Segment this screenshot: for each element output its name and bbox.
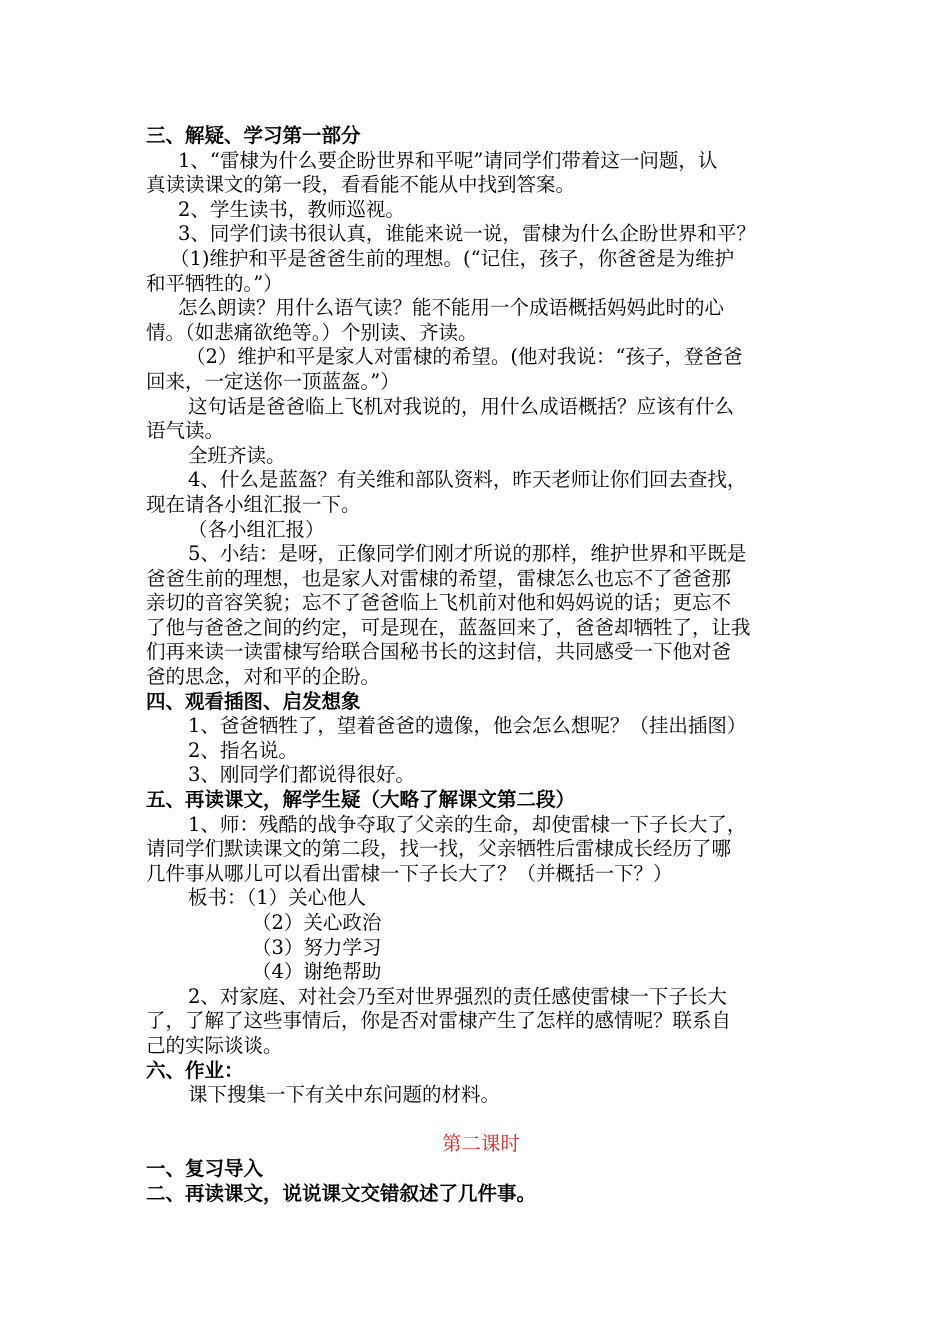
text-line: 语气读。 (146, 419, 225, 443)
text-line: 几件事从哪儿可以看出雷棣一下子长大了？（并概括一下？） (146, 861, 673, 885)
text-line: （各小组汇报） (188, 517, 325, 541)
text-line: 了，了解了这些事情后，你是否对雷棣产生了怎样的感情呢？联系自 (146, 1009, 732, 1033)
text-line: 亲切的音容笑貌；忘不了爸爸临上飞机前对他和妈妈说的话；更忘不 (146, 591, 732, 615)
text-line: 了他与爸爸之间的约定，可是现在，蓝盔回来了，爸爸却牺牲了，让我 (146, 615, 751, 639)
text-line: 全班齐读。 (188, 443, 286, 467)
text-line: 爸的思念，对和平的企盼。 (146, 665, 381, 689)
text-line: 和平牺牲的。”） (146, 271, 283, 295)
text-line: 板书：（1）关心他人 (188, 886, 367, 910)
section-heading: 五、再读课文，解学生疑（大略了解课文第二段） (146, 788, 576, 812)
text-line (146, 1108, 816, 1133)
text-line: （3）努力学习 (252, 935, 382, 959)
text-line: 1、爸爸牺牲了，望着爸爸的遗像，他会怎么想呢？（挂出插图） (188, 714, 747, 738)
text-line: 爸爸生前的理想，也是家人对雷棣的希望，雷棣怎么也忘不了爸爸那 (146, 566, 732, 590)
text-line: 现在请各小组汇报一下。 (146, 492, 361, 516)
text-line: 1、“雷棣为什么要企盼世界和平呢”请同学们带着这一问题，认 (178, 148, 718, 172)
text-line: 们再来读一读雷棣写给联合国秘书长的这封信，共同感受一下他对爸 (146, 640, 732, 664)
text-line: 2、指名说。 (188, 738, 298, 762)
text-line: 3、刚同学们都说得很好。 (188, 763, 415, 787)
lesson-title: 第二课时 (441, 1132, 520, 1156)
lesson-plan-text (146, 124, 816, 1206)
text-line: 3、同学们读书很认真，谁能来说一说，雷棣为什么企盼世界和平？ (178, 222, 756, 246)
section-heading: 二、再读课文，说说课文交错叙述了几件事。 (146, 1181, 537, 1205)
text-line: 课下搜集一下有关中东问题的材料。 (188, 1083, 501, 1107)
section-heading: 六、作业： (146, 1058, 244, 1082)
text-line: 请同学们默读课文的第二段，找一找，父亲牺牲后雷棣成长经历了哪 (146, 837, 732, 861)
text-line: （1)维护和平是爸爸生前的理想。(“记住，孩子，你爸爸是为维护 (170, 246, 735, 270)
section-heading: 三、解疑、学习第一部分 (146, 124, 361, 147)
text-line: 己的实际谈谈。 (146, 1033, 283, 1057)
section-heading: 一、复习导入 (146, 1156, 264, 1180)
text-line: 真读读课文的第一段，看看能不能从中找到答案。 (146, 173, 576, 197)
text-line: 4、什么是蓝盔？有关维和部队资料，昨天老师让你们回去查找， (188, 468, 747, 492)
text-line: 怎么朗读？用什么语气读？能不能用一个成语概括妈妈此时的心 (178, 296, 725, 320)
text-line: 1、师：残酷的战争夺取了父亲的生命，却使雷棣一下子长大了， (188, 812, 747, 836)
text-line: 回来，一定送你一顶蓝盔。”） (146, 369, 400, 393)
text-line: （2）关心政治 (252, 911, 382, 934)
text-line: （4）谢绝帮助 (252, 960, 382, 984)
text-line: 5、小结：是呀，正像同学们刚才所说的那样，维护世界和平既是 (188, 542, 747, 566)
text-line: 2、学生读书，教师巡视。 (178, 197, 405, 221)
text-line: 情。（如悲痛欲绝等。）个别读、齐读。 (146, 320, 478, 344)
text-line: 2、对家庭、对社会乃至对世界强烈的责任感使雷棣一下子长大 (188, 984, 727, 1008)
text-line: （2）维护和平是家人对雷棣的希望。(他对我说：“孩子，登爸爸 (186, 345, 743, 369)
text-line: 这句话是爸爸临上飞机对我说的，用什么成语概括？应该有什么 (188, 394, 735, 418)
section-heading: 四、观看插图、启发想象 (146, 689, 361, 713)
